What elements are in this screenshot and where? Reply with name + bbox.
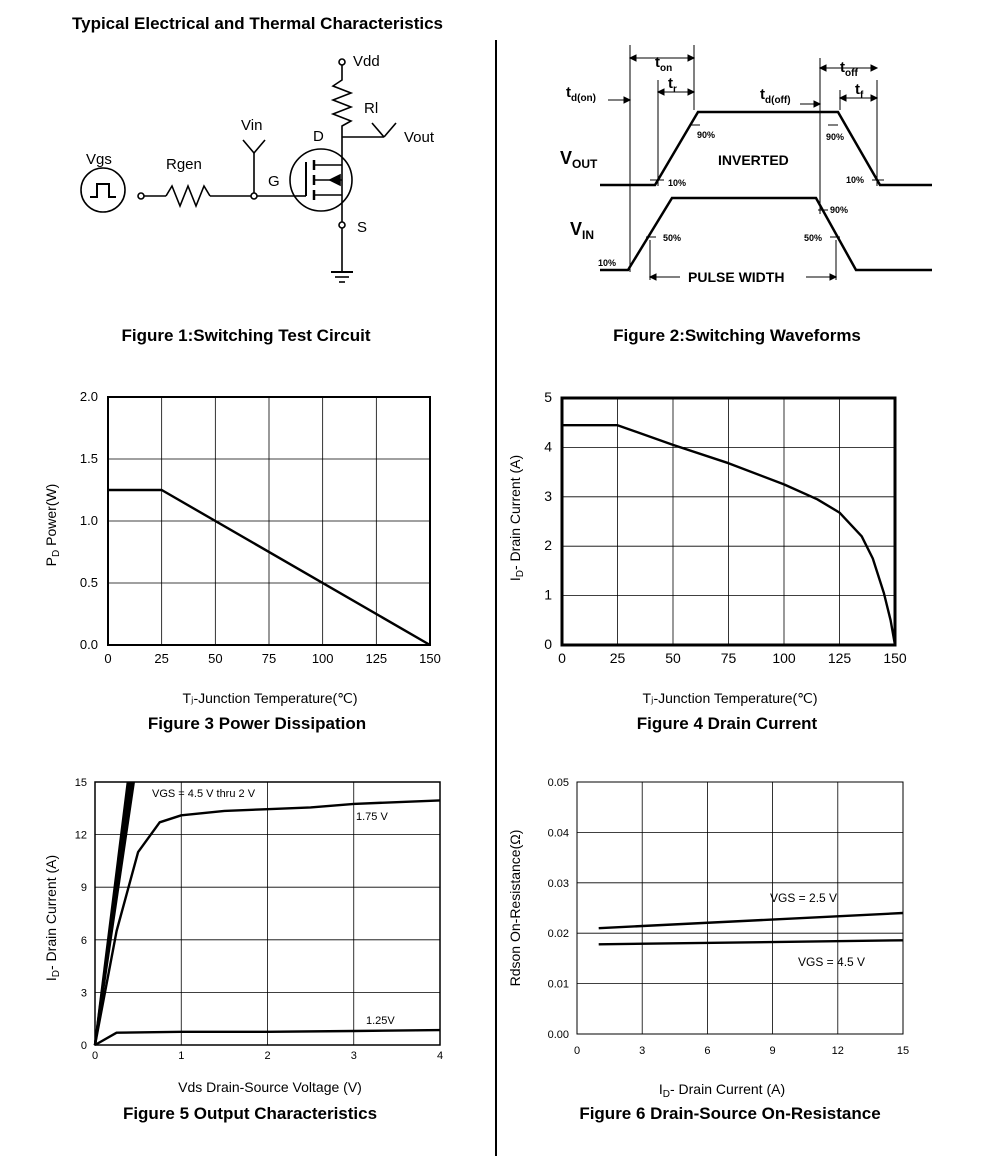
page-title: Typical Electrical and Thermal Characteristics [72,14,444,33]
fig6-annotation-25v: VGS = 2.5 V [770,891,838,905]
fig3-ytick-label: 0.0 [79,637,98,652]
fig5-annotation-175v: 1.75 V [356,811,388,823]
fig6-frame [577,782,903,1034]
fig6-xtick-label: 3 [639,1045,646,1057]
label-vout: Vout [404,129,435,146]
label-vin: Vin [241,117,263,134]
svg-text:td(off): $t_{d(off)}$ [760,86,791,106]
svg-text:tf: $t_f$ [855,81,864,101]
fig5-series-line-4 [95,782,134,1045]
fig6-ytick-label: 0.03 [547,877,569,890]
fig6-ytick-label: 0.05 [547,777,569,789]
figure1-caption: Figure 1:Switching Test Circuit [121,326,371,345]
label-rgen: Rgen [166,156,202,173]
fig6-ylabel: Rdson On-Resistance(Ω) [507,829,523,987]
fig3-ytick-label: 0.5 [79,575,98,590]
fig3-xtick-label: 125 [365,651,388,666]
fig3-xtick-label: 75 [261,651,277,666]
fig3-xlabel: Tⱼ-Junction Temperature(℃) [182,690,358,706]
svg-text:toff: $t_{off}$ [840,59,858,79]
svg-text:90%: 90% [830,205,849,215]
svg-text:td(on): $t_{d(on)}$ [566,84,596,104]
fig5-ytick-label: 12 [74,829,87,842]
label-pulse-width: PULSE WIDTH [688,269,785,285]
svg-text:50%: 50% [663,233,682,243]
figure3-caption: Figure 3 Power Dissipation [147,714,367,733]
fig6-ytick-label: 0.02 [547,928,569,941]
figure2-caption: Figure 2:Switching Waveforms [613,326,861,345]
fig4-ytick-label: 2 [544,537,552,554]
fig5-xtick-label: 4 [436,1050,444,1062]
fig4-ylabel: $I_D-$ Drain Current (A) [507,454,526,582]
svg-text:tr: $t_r$ [668,75,677,95]
fig6-ytick-label: 0.01 [547,978,569,991]
fig4-xtick-label: 125 [827,650,852,666]
fig5-annotation-vgs: VGS = 4.5 V thru 2 V [152,788,256,800]
fig3-xtick-label: 25 [154,651,169,666]
svg-text:90%: 90% [697,130,716,140]
fig6-xtick-label: 9 [769,1045,776,1057]
vgs-source-icon [81,168,125,212]
fig6-annotation-45v: VGS = 4.5 V [798,955,866,969]
fig4-ytick-label: 0 [544,636,552,652]
fig4-xlabel: Tⱼ-Junction Temperature(℃) [642,690,818,706]
fig6-xtick-label: 6 [704,1045,711,1057]
fig4-xtick-label: 150 [883,650,907,666]
svg-text:90%: 90% [826,132,845,142]
rgen-resistor-icon [166,186,210,206]
fig3-ytick-label: 1.5 [79,451,98,466]
label-s: S [357,219,368,236]
fig5-xtick-label: 2 [264,1050,271,1062]
fig3-ytick-label: 2.0 [79,389,98,404]
fig4-ytick-label: 4 [544,438,552,455]
fig3-xtick-label: 0 [104,651,112,666]
fig5-ytick-label: 6 [80,934,87,947]
fig6-series-line-0 [599,913,903,928]
fig4-xtick-label: 50 [665,650,681,666]
fig5-xlabel: Vds Drain-Source Voltage (V) [178,1079,362,1095]
fig5-ytick-label: 15 [74,777,87,789]
label-inverted: INVERTED [718,152,789,168]
fig5-annotation-125v: 1.25V [366,1015,395,1027]
fig4-xtick-label: 75 [720,650,737,666]
figure4-caption: Figure 4 Drain Current [636,714,818,733]
fig4-xtick-label: 0 [558,650,566,666]
fig3-xtick-label: 100 [311,651,334,666]
fig6-series-line-1 [599,940,903,944]
fig6-xtick-label: 0 [573,1045,581,1057]
svg-text:50%: 50% [804,233,823,243]
fig4-ytick-label: 1 [544,586,552,603]
fig4-xtick-label: 25 [609,650,626,666]
svg-text:VOUT: $V_{OUT}$ [560,148,598,171]
svg-text:VIN: $V_{IN}$ [570,219,595,242]
fig5-xtick-label: 1 [178,1050,185,1062]
fig3-xtick-label: 50 [208,651,223,666]
label-rl: Rl [364,100,379,117]
label-vgs: Vgs [86,151,112,168]
fig5-xtick-label: 3 [350,1050,357,1062]
fig3-ylabel: $P_D$ Power(W) [43,483,62,567]
label-d: D [313,128,324,145]
label-vdd: Vdd [353,53,380,70]
vout-waveform [600,112,932,185]
fig6-ytick-label: 0.04 [547,827,569,840]
figure5-caption: Figure 5 Output Characteristics [122,1104,378,1123]
fig6-ytick-label: 0.00 [547,1029,569,1041]
svg-text:ton: $t_{on}$ [655,54,673,74]
fig5-ytick-label: 9 [80,882,87,895]
fig6-xtick-label: 15 [896,1045,910,1057]
fig5-ylabel: $I_D-$ Drain Current (A) [43,854,62,982]
fig5-xtick-label: 0 [91,1050,99,1062]
fig4-ytick-label: 5 [544,389,552,405]
fig6-xtick-label: 12 [831,1045,844,1057]
svg-text:10%: 10% [846,175,865,185]
label-g: G [268,173,280,190]
svg-text:10%: 10% [668,178,687,188]
fig6-xlabel: $I_D-$ Drain Current (A) [658,1081,786,1100]
fig4-xtick-label: 100 [772,650,796,666]
svg-text:10%: 10% [598,258,617,268]
fig3-ytick-label: 1.0 [79,513,98,528]
fig4-ytick-label: 3 [544,487,552,504]
figure1-circuit [81,59,396,282]
fig5-ytick-label: 3 [80,987,87,1000]
figure6-caption: Figure 6 Drain-Source On-Resistance [579,1104,881,1123]
fig3-xtick-label: 150 [419,651,441,666]
fig5-ytick-label: 0 [80,1040,87,1052]
